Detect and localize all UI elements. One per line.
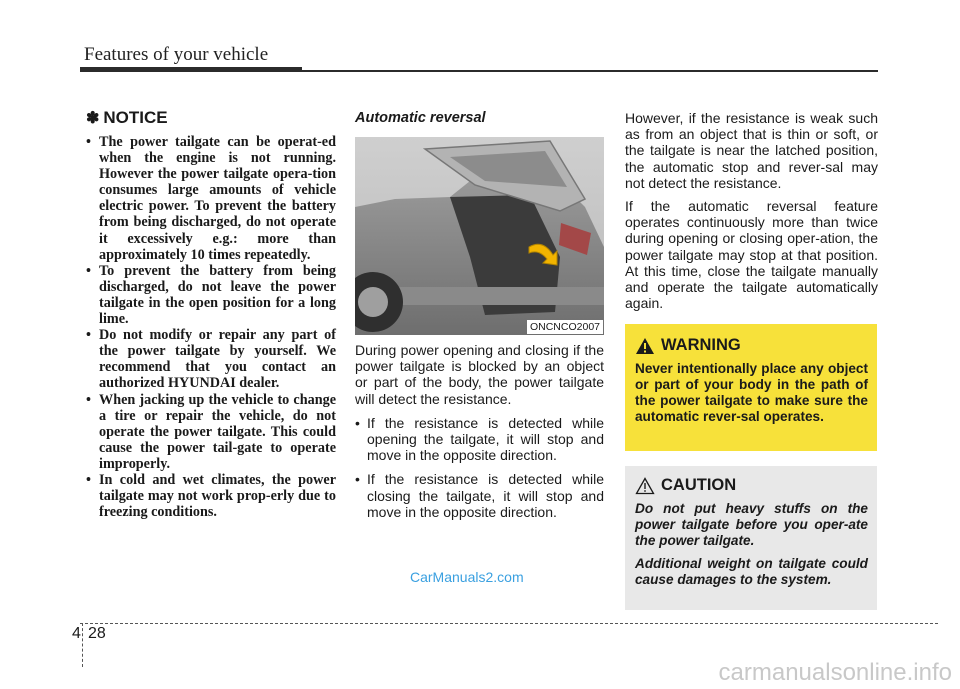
caution-box	[625, 466, 877, 610]
caution-title: CAUTION	[661, 476, 737, 494]
paragraph: During power opening and closing if the power tailgate is blocked by an object or part of the body, the power tailgate will detect the resistance.	[355, 342, 604, 407]
section-heading: Automatic reversal	[355, 110, 486, 126]
footer-rule	[80, 623, 938, 624]
paragraph: However, if the resistance is weak such as from an object that is thin or soft, or the tailgate is near the latched position, the automatic stop and rever-sal may not detect the resistance.	[625, 110, 878, 191]
bullet-icon: •	[86, 391, 91, 408]
bullet-icon: •	[86, 471, 91, 488]
list-item: • If the resistance is detected while closing the tailgate, it will stop and move in the opposite direction.	[355, 471, 604, 520]
caution-triangle-icon	[635, 477, 655, 495]
notice-item: • The power tailgate can be operat-ed when the engine is not running. However the power tailgate opera-tion consumes large amounts of vehicle electric power. To prevent the battery from being discharged, do not operate it excessively e.g.: more than approximately 10 times repeatedly.	[86, 134, 336, 263]
warning-triangle-icon	[635, 337, 655, 355]
header-rule	[80, 70, 878, 72]
site-watermark: carmanualsonline.info	[718, 659, 952, 686]
notice-section	[86, 108, 336, 520]
reversal-bullets	[355, 415, 604, 520]
tailgate-illustration	[355, 137, 604, 335]
caution-text: Do not put heavy stuffs on the power tailgate before you oper-ate the power tailgate.	[635, 501, 868, 548]
notice-list	[86, 134, 336, 520]
warning-box	[625, 324, 877, 451]
list-item: • If the resistance is detected while opening the tailgate, it will stop and move in the opposite direction.	[355, 414, 604, 464]
tailgate-photo	[355, 137, 604, 335]
footer-divider	[82, 623, 83, 667]
notice-item: • To prevent the battery from being discharged, do not leave the power tailgate in the open position for a long lime.	[86, 262, 336, 328]
automatic-reversal-section	[355, 110, 604, 528]
section-number: 4	[72, 625, 81, 642]
warning-heading	[635, 336, 868, 355]
notice-star-icon: ✽	[86, 110, 100, 127]
watermark: CarManuals2.com	[410, 569, 524, 585]
warning-text: Never intentionally place any object or part of your body in the path of the power tailgate to make sure the automatic rever-sal operates.	[635, 361, 868, 424]
notice-title: NOTICE	[103, 108, 168, 127]
bullet-icon: •	[86, 134, 91, 150]
notice-item: • In cold and wet climates, the power tailgate may not work prop-erly due to freezing conditions.	[86, 471, 336, 521]
bullet-icon: •	[355, 471, 360, 488]
paragraph: If the automatic reversal feature operates continuously more than twice during opening or closing oper-ation, the power tailgate may stop at that position. At this time, close the tailgate manually and operate the tailgate automatically again.	[625, 198, 878, 312]
bullet-icon: •	[86, 327, 91, 344]
bullet-icon: •	[355, 414, 360, 431]
caution-heading	[635, 476, 868, 495]
page-header-title: Features of your vehicle	[84, 44, 269, 65]
right-column	[625, 110, 878, 311]
notice-item: • When jacking up the vehicle to change a tire or repair the vehicle, do not operate the power tailgate. This could cause the power tail-gate to operate improperly.	[86, 391, 336, 472]
page-number: 28	[88, 625, 106, 642]
caution-text: Additional weight on tailgate could cause damages to the system.	[635, 556, 868, 587]
warning-title: WARNING	[661, 336, 741, 354]
bullet-icon: •	[86, 262, 91, 279]
notice-heading	[86, 108, 336, 128]
notice-item: • Do not modify or repair any part of the power tailgate by yourself. We recommend that you contact an authorized HYUNDAI dealer.	[86, 327, 336, 392]
image-code: ONCNCO2007	[527, 320, 603, 334]
